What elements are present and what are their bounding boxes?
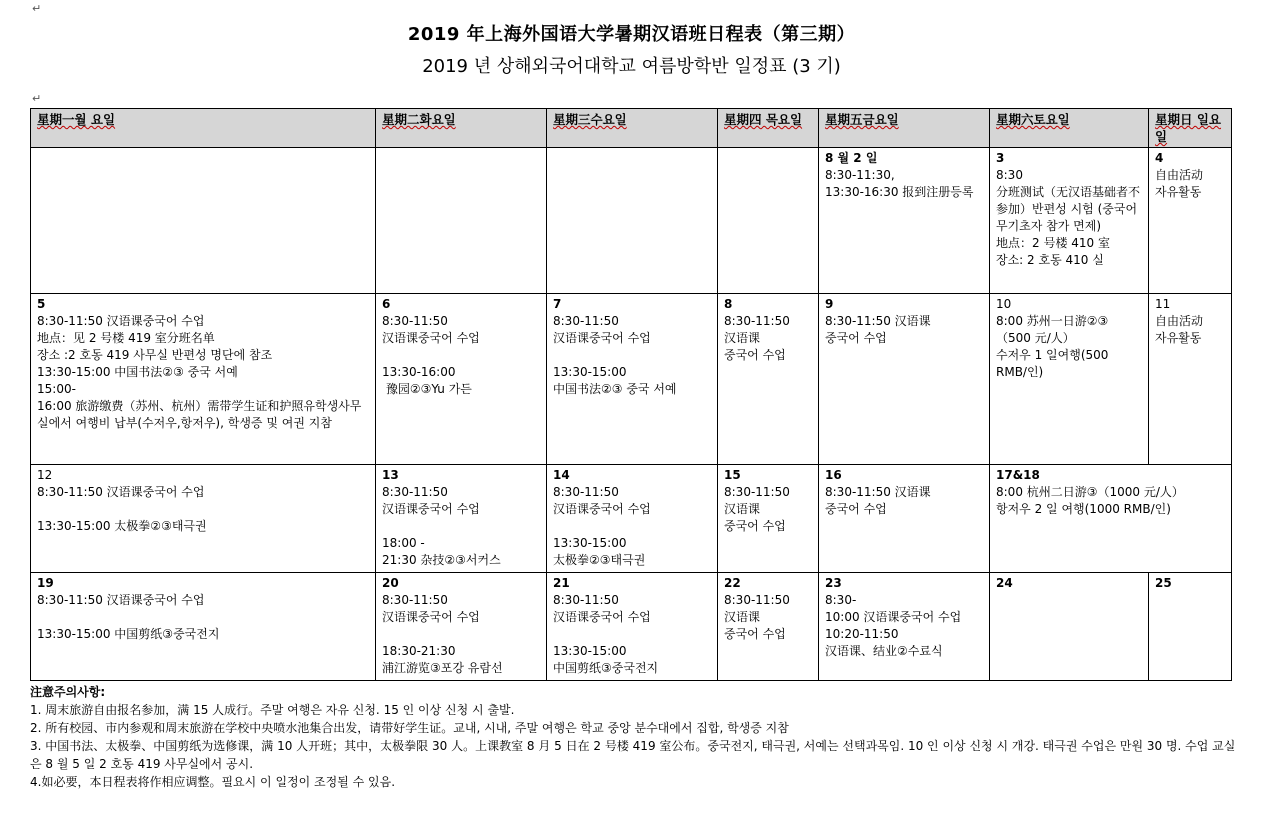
day-cell <box>547 294 718 465</box>
cell-line: 汉语课중국어 수업 <box>553 331 651 345</box>
cell-line: 汉语课중국어 수업 <box>553 610 651 624</box>
day-number: 12 <box>37 468 53 482</box>
cell-line: 중국어 수업 <box>825 331 887 345</box>
cell-line: 15:00- <box>37 382 76 396</box>
cell-line: 중국어 수업 <box>825 502 887 516</box>
cell-line: 8:30-11:50 汉语课 <box>825 485 931 499</box>
cell-line: 16:00 旅游缴费（苏州、杭州）需带学生证和护照유학생사무실에서 여행비 납부(수저우,항저우), 학생증 및 여권 지참 <box>37 399 362 430</box>
header-sunday: 星期日 일요일 <box>1149 109 1232 148</box>
cell-line: 8:30-11:50 汉语课중국어 수업 <box>37 314 205 328</box>
cell-line: 中国书法②③ 중국 서예 <box>553 382 677 396</box>
cell-line <box>37 535 369 552</box>
schedule-row <box>31 294 1232 465</box>
day-number: 10 <box>996 297 1012 311</box>
paragraph-mark: ↵ <box>32 2 42 15</box>
cell-line: 13:30-15:00 <box>553 365 627 379</box>
cell-line: 13:30-15:00 <box>553 644 627 658</box>
cell-line: 汉语课중국어 수업 <box>382 610 480 624</box>
cell-line: 13:30-15:00 <box>553 536 627 550</box>
notes-section <box>30 683 1240 791</box>
schedule-table <box>30 108 1232 681</box>
day-cell <box>547 465 718 573</box>
schedule-row <box>31 465 1232 573</box>
day-number: 6 <box>382 297 391 311</box>
day-number: 17&18 <box>996 468 1040 482</box>
cell-line: 8:30-11:50 汉语课중국어 수업 <box>37 593 205 607</box>
day-number: 25 <box>1155 576 1172 590</box>
header-saturday: 星期六토요일 <box>990 109 1149 148</box>
day-cell <box>31 294 376 465</box>
cell-line: 自由活动 <box>1155 168 1204 182</box>
day-number: 21 <box>553 576 570 590</box>
notes-heading: 注意주의사항: <box>30 685 106 699</box>
schedule-row <box>31 148 1232 294</box>
cell-line: 8:00 苏州一日游②③（500 元/人） <box>996 314 1109 345</box>
header-tuesday: 星期二화요일 <box>376 109 547 148</box>
note-item: 2. 所有校园、市内参观和周末旅游在学校中央喷水池集合出发，请带好学生证。교내, 시내, 주말 여행은 학교 중앙 분수대에서 집합, 학생증 지참 <box>30 721 789 735</box>
day-cell <box>718 148 819 294</box>
day-number: 9 <box>825 297 834 311</box>
cell-line: 18:30-21:30 <box>382 644 456 658</box>
day-cell <box>990 573 1149 681</box>
day-number: 7 <box>553 297 562 311</box>
cell-line <box>382 626 540 643</box>
cell-line: 汉语课 <box>724 331 761 345</box>
day-cell <box>819 294 990 465</box>
cell-line: 8:30-11:50 <box>724 593 790 607</box>
day-cell <box>990 148 1149 294</box>
cell-line: 중국어 수업 <box>724 627 786 641</box>
day-cell <box>547 148 718 294</box>
day-number: 15 <box>724 468 741 482</box>
cell-line: 8:00 杭州二日游③（1000 元/人） <box>996 485 1184 499</box>
day-number: 16 <box>825 468 842 482</box>
cell-line: 汉语课중국어 수업 <box>382 502 480 516</box>
cell-line <box>382 347 540 364</box>
cell-line: 汉语课、结业②수료식 <box>825 644 943 658</box>
cell-line: 21:30 杂技②③서커스 <box>382 553 501 567</box>
cell-line: 8:30-11:50 <box>553 593 619 607</box>
cell-line: 汉语课 <box>724 610 761 624</box>
day-cell <box>819 465 990 573</box>
cell-line: 太极拳②③태극권 <box>553 553 646 567</box>
cell-line <box>724 381 812 398</box>
cell-line: 항저우 2 일 여행(1000 RMB/인) <box>996 502 1171 516</box>
cell-line: 地点：2 号楼 410 室 <box>996 236 1110 250</box>
cell-line: 汉语课 <box>724 502 761 516</box>
cell-line: 장소 :2 호동 419 사무실 반편성 명단에 참조 <box>37 348 273 362</box>
day-number: 8 <box>724 297 733 311</box>
day-cell <box>31 148 376 294</box>
cell-line: 13:30-15:00 中国书法②③ 중국 서예 <box>37 365 238 379</box>
day-number: 19 <box>37 576 54 590</box>
cell-line: 8:30-11:50 <box>382 593 448 607</box>
day-cell <box>990 465 1232 573</box>
day-cell <box>376 465 547 573</box>
day-cell <box>718 294 819 465</box>
day-cell <box>547 573 718 681</box>
day-cell <box>31 465 376 573</box>
cell-line: 10:00 汉语课중국어 수업 <box>825 610 962 624</box>
cell-line <box>382 518 540 535</box>
cell-line: 8:30-11:50 <box>382 314 448 328</box>
page-title: 2019 年上海外国语大学暑期汉语班日程表（第三期） <box>407 24 856 45</box>
cell-line: 8:30-11:50 <box>553 314 619 328</box>
schedule-row <box>31 573 1232 681</box>
day-cell <box>376 573 547 681</box>
day-cell <box>718 465 819 573</box>
cell-line <box>37 643 369 660</box>
day-number: 13 <box>382 468 399 482</box>
cell-line: 8:30-11:50 <box>724 485 790 499</box>
cell-line: 豫园②③Yu 가든 <box>382 382 472 396</box>
day-cell <box>376 294 547 465</box>
day-number: 5 <box>37 297 46 311</box>
cell-line: 汉语课중국어 수업 <box>382 331 480 345</box>
cell-line <box>37 609 369 626</box>
cell-line: 8:30-11:50 汉语课 <box>825 314 931 328</box>
day-number: 14 <box>553 468 570 482</box>
day-number: 4 <box>1155 151 1164 165</box>
day-cell <box>31 573 376 681</box>
cell-line <box>553 347 711 364</box>
cell-line: 중국어 수업 <box>724 519 786 533</box>
cell-line: 自由活动 <box>1155 314 1204 328</box>
cell-line <box>37 552 369 569</box>
header-friday: 星期五금요일 <box>819 109 990 148</box>
cell-line: 장소: 2 호동 410 실 <box>996 253 1104 267</box>
cell-line: 8:30-11:50 <box>382 485 448 499</box>
header-thursday: 星期四 목요일 <box>718 109 819 148</box>
cell-line: 汉语课중국어 수업 <box>553 502 651 516</box>
cell-line: 자유활동 <box>1155 185 1202 199</box>
day-number: 23 <box>825 576 842 590</box>
note-item: 3. 中国书法、太极拳、中国剪纸为选修课，满 10 人开班；其中，太极拳限 30 人。上课教室 8 月 5 日在 2 号楼 419 室公布。중국전지, 태극권, 서예는 선택과목임. 10 인 이상 신청 시 개강. 태극권 수업은 만원 30 명. 수업 교실은 8 월 5 일 2 호동 419 사무실에서 공시. <box>30 739 1236 771</box>
day-cell <box>1149 148 1232 294</box>
note-item: 4.如必要，本日程表将作相应调整。필요시 이 일정이 조정될 수 있음. <box>30 775 396 789</box>
cell-line: 地点：见 2 号楼 419 室分班名单 <box>37 331 215 345</box>
day-cell <box>819 573 990 681</box>
cell-line <box>724 364 812 381</box>
cell-line: 8:30-11:30, <box>825 168 895 182</box>
cell-line: 中国剪纸③중국전지 <box>553 661 659 675</box>
day-number: 8 월 2 일 <box>825 151 878 165</box>
cell-line: 13:30-16:00 <box>382 365 456 379</box>
cell-line <box>825 347 983 364</box>
cell-line: 18:00 - <box>382 536 425 550</box>
day-cell <box>819 148 990 294</box>
cell-line <box>825 364 983 381</box>
cell-line: 자유활동 <box>1155 331 1202 345</box>
header-row <box>31 109 1232 148</box>
day-number: 3 <box>996 151 1005 165</box>
cell-line: 8:30-11:50 汉语课중국어 수업 <box>37 485 205 499</box>
cell-line: 浦江游览③포강 유람선 <box>382 661 503 675</box>
day-cell <box>1149 294 1232 465</box>
cell-line: 8:30-11:50 <box>724 314 790 328</box>
cell-line: 13:30-15:00 中国剪纸③중국전지 <box>37 627 220 641</box>
day-number: 22 <box>724 576 741 590</box>
day-cell <box>376 148 547 294</box>
cell-line: 分班测试（无汉语基础者不参加）반편성 시험 (중국어 무기초자 참가 면제) <box>996 185 1141 233</box>
cell-line: 수저우 1 일여행(500 RMB/인) <box>996 348 1113 379</box>
day-number: 24 <box>996 576 1013 590</box>
cell-line <box>553 626 711 643</box>
header-wednesday: 星期三수요일 <box>547 109 718 148</box>
paragraph-mark: ↵ <box>32 92 42 105</box>
day-cell <box>990 294 1149 465</box>
cell-line: 13:30-16:30 报到注册등록 <box>825 185 974 199</box>
day-number: 20 <box>382 576 399 590</box>
cell-line: 13:30-15:00 太极拳②③태극권 <box>37 519 207 533</box>
page-subtitle: 2019 년 상해외국어대학교 여름방학반 일정표 (3 기) <box>422 56 841 77</box>
header-monday: 星期一월 요일 <box>31 109 376 148</box>
cell-line <box>37 501 369 518</box>
day-cell <box>718 573 819 681</box>
day-cell <box>1149 573 1232 681</box>
day-number: 11 <box>1155 297 1171 311</box>
cell-line: 8:30-11:50 <box>553 485 619 499</box>
note-item: 1. 周末旅游自由报名参加，满 15 人成行。주말 여행은 자유 신청. 15 인 이상 신청 시 출발. <box>30 703 515 717</box>
cell-line: 8:30- <box>825 593 857 607</box>
cell-line: 중국어 수업 <box>724 348 786 362</box>
cell-line <box>553 518 711 535</box>
cell-line <box>724 643 812 660</box>
cell-line: 10:20-11:50 <box>825 627 899 641</box>
cell-line: 8:30 <box>996 168 1023 182</box>
